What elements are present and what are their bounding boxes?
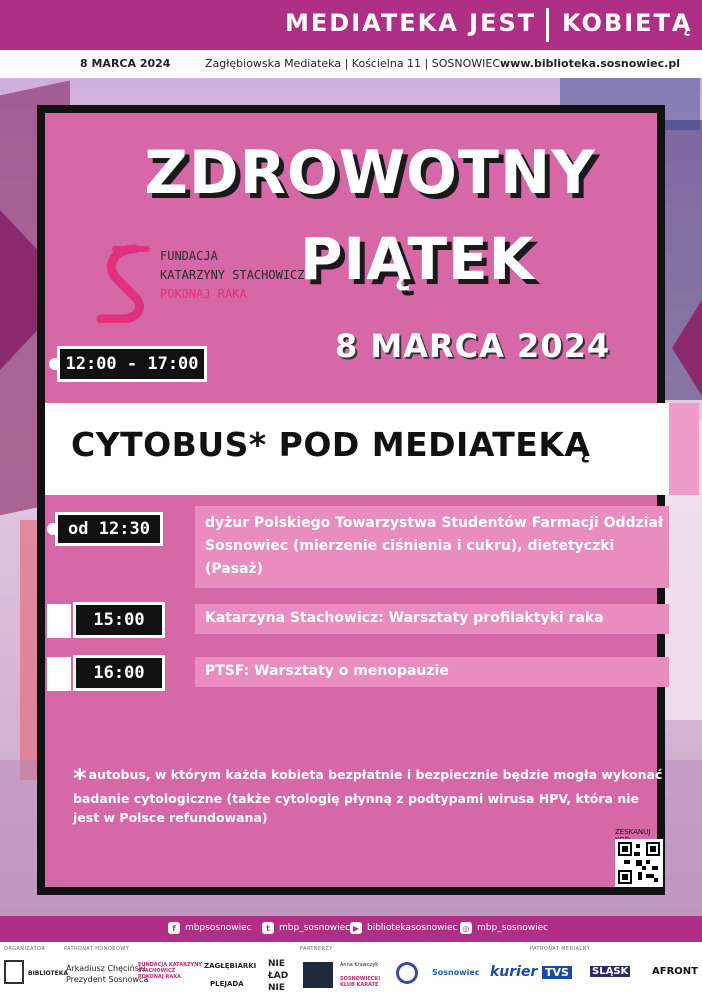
twitter-icon: t [262,922,274,934]
social-twitter[interactable]: t mbp_sosnowiec [262,922,350,934]
library-logo-icon [4,960,24,984]
sponsor-round-logo-icon [396,962,418,984]
event-text: Katarzyna Stachowicz: Warsztaty profilaktyki raka [205,610,604,626]
qr-code-icon [618,842,660,884]
event-text: PTSF: Warsztaty o menopauzie [205,663,449,679]
right-triangle-decoration [672,300,702,396]
social-youtube[interactable]: ▶ bibliotekasosnowiec [350,922,458,934]
sponsor-karate: SOSNOWIECKI KLUB KARATE [340,976,381,988]
event-date: 8 MARCA 2024 [335,327,611,365]
sponsor-library: BIBLIOTEKA [28,970,69,977]
label-partners: PARTNERZY [300,946,333,952]
title-line2: PIĄTEK [300,225,535,293]
cytobus-label: CYTOBUS* POD MEDIATEKĄ [71,425,591,464]
info-url[interactable]: www.biblioteka.sosnowiec.pl [500,57,680,70]
main-panel [37,105,665,895]
sponsor-tvs: TVS [542,966,572,979]
cytobus-banner [45,403,669,495]
event-row [195,506,669,588]
info-place: Zagłębiowska Mediateka | Kościelna 11 | SOSNOWIEC [205,57,501,70]
logo-line2: KATARZYNY STACHOWICZ [160,268,305,282]
title-line1: ZDROWOTNY [144,138,596,208]
fundacja-logo [95,243,305,323]
sponsor-kurier: kurier [490,964,538,980]
footnote-text: autobus, w którym każda kobieta bezpłatnie i bezpiecznie będzie mogła wykonać badanie cytologiczne (także cytologię płynną z podtypami wirusa HPV, która nie jest w Polsce refundowana) [73,767,663,825]
sponsor-mayor-2: Prezydent Sosnowca [66,975,149,984]
footnote [73,765,663,827]
info-bar [0,50,702,78]
event-time: 16:00 [73,655,165,691]
sponsors-strip [0,942,702,1000]
social-instagram[interactable]: ◎ mbp_sosnowiec [460,922,548,934]
youtube-icon: ▶ [350,922,362,934]
header-title-left: MEDIATEKA JEST [285,9,537,37]
header-bar [0,0,702,50]
sponsor-slask: ŚLĄSK [592,966,629,977]
qr-code[interactable] [615,839,663,887]
qr-label: ZESKANUJ [615,828,651,836]
header-title-right: KOBIETĄ [562,9,693,37]
sponsor-plejada: PLEJADA [210,980,244,988]
label-organizer: ORGANIZATOR [4,946,46,952]
label-honorary: PATRONAT HONOROWY [64,946,130,952]
sponsor-dietetyczka: Anna Krawczyk [340,962,379,968]
header-divider [546,8,549,42]
event-time: od 12:30 [55,512,163,546]
event-row [195,604,669,634]
cytobus-time: 12:00 - 17:00 [57,346,207,382]
event-row [195,657,669,687]
social-bar [0,916,702,942]
facebook-icon: f [168,922,180,934]
sponsor-sosnowiec: Sosnowiec [432,968,480,977]
sponsor-dark-logo-icon [303,962,333,988]
event-time: 15:00 [73,602,165,638]
sponsor-mayor-1: Arkadiusz Chęciński [66,964,146,973]
logo-line3: POKONAJ RAKA [160,287,247,301]
label-media: PATRONAT MEDIALNY [530,946,591,952]
logo-line1: FUNDACJA [160,249,218,263]
sponsor-zaglebiarki: ZAGŁĘBIARKI [204,962,257,970]
social-facebook[interactable]: f mbpsosnowiec [168,922,252,934]
sponsor-afront: AFRONT [652,966,698,977]
event-text: dyżur Polskiego Towarzystwa Studentów Farmacji Oddział Sosnowiec (mierzenie ciśnienia i cukru), dietetyczki (Pasaż) [205,515,664,577]
ribbon-icon [95,243,155,323]
info-date: 8 MARCA 2024 [80,57,171,70]
instagram-icon: ◎ [460,922,472,934]
sponsor-fundacja: FUNDACJA KATARZYNY STACHOWICZ POKONAJ RAKA [138,962,202,980]
footnote-star: * [73,764,87,794]
sponsor-nieladnie: NIE ŁAD NIE [268,959,289,993]
